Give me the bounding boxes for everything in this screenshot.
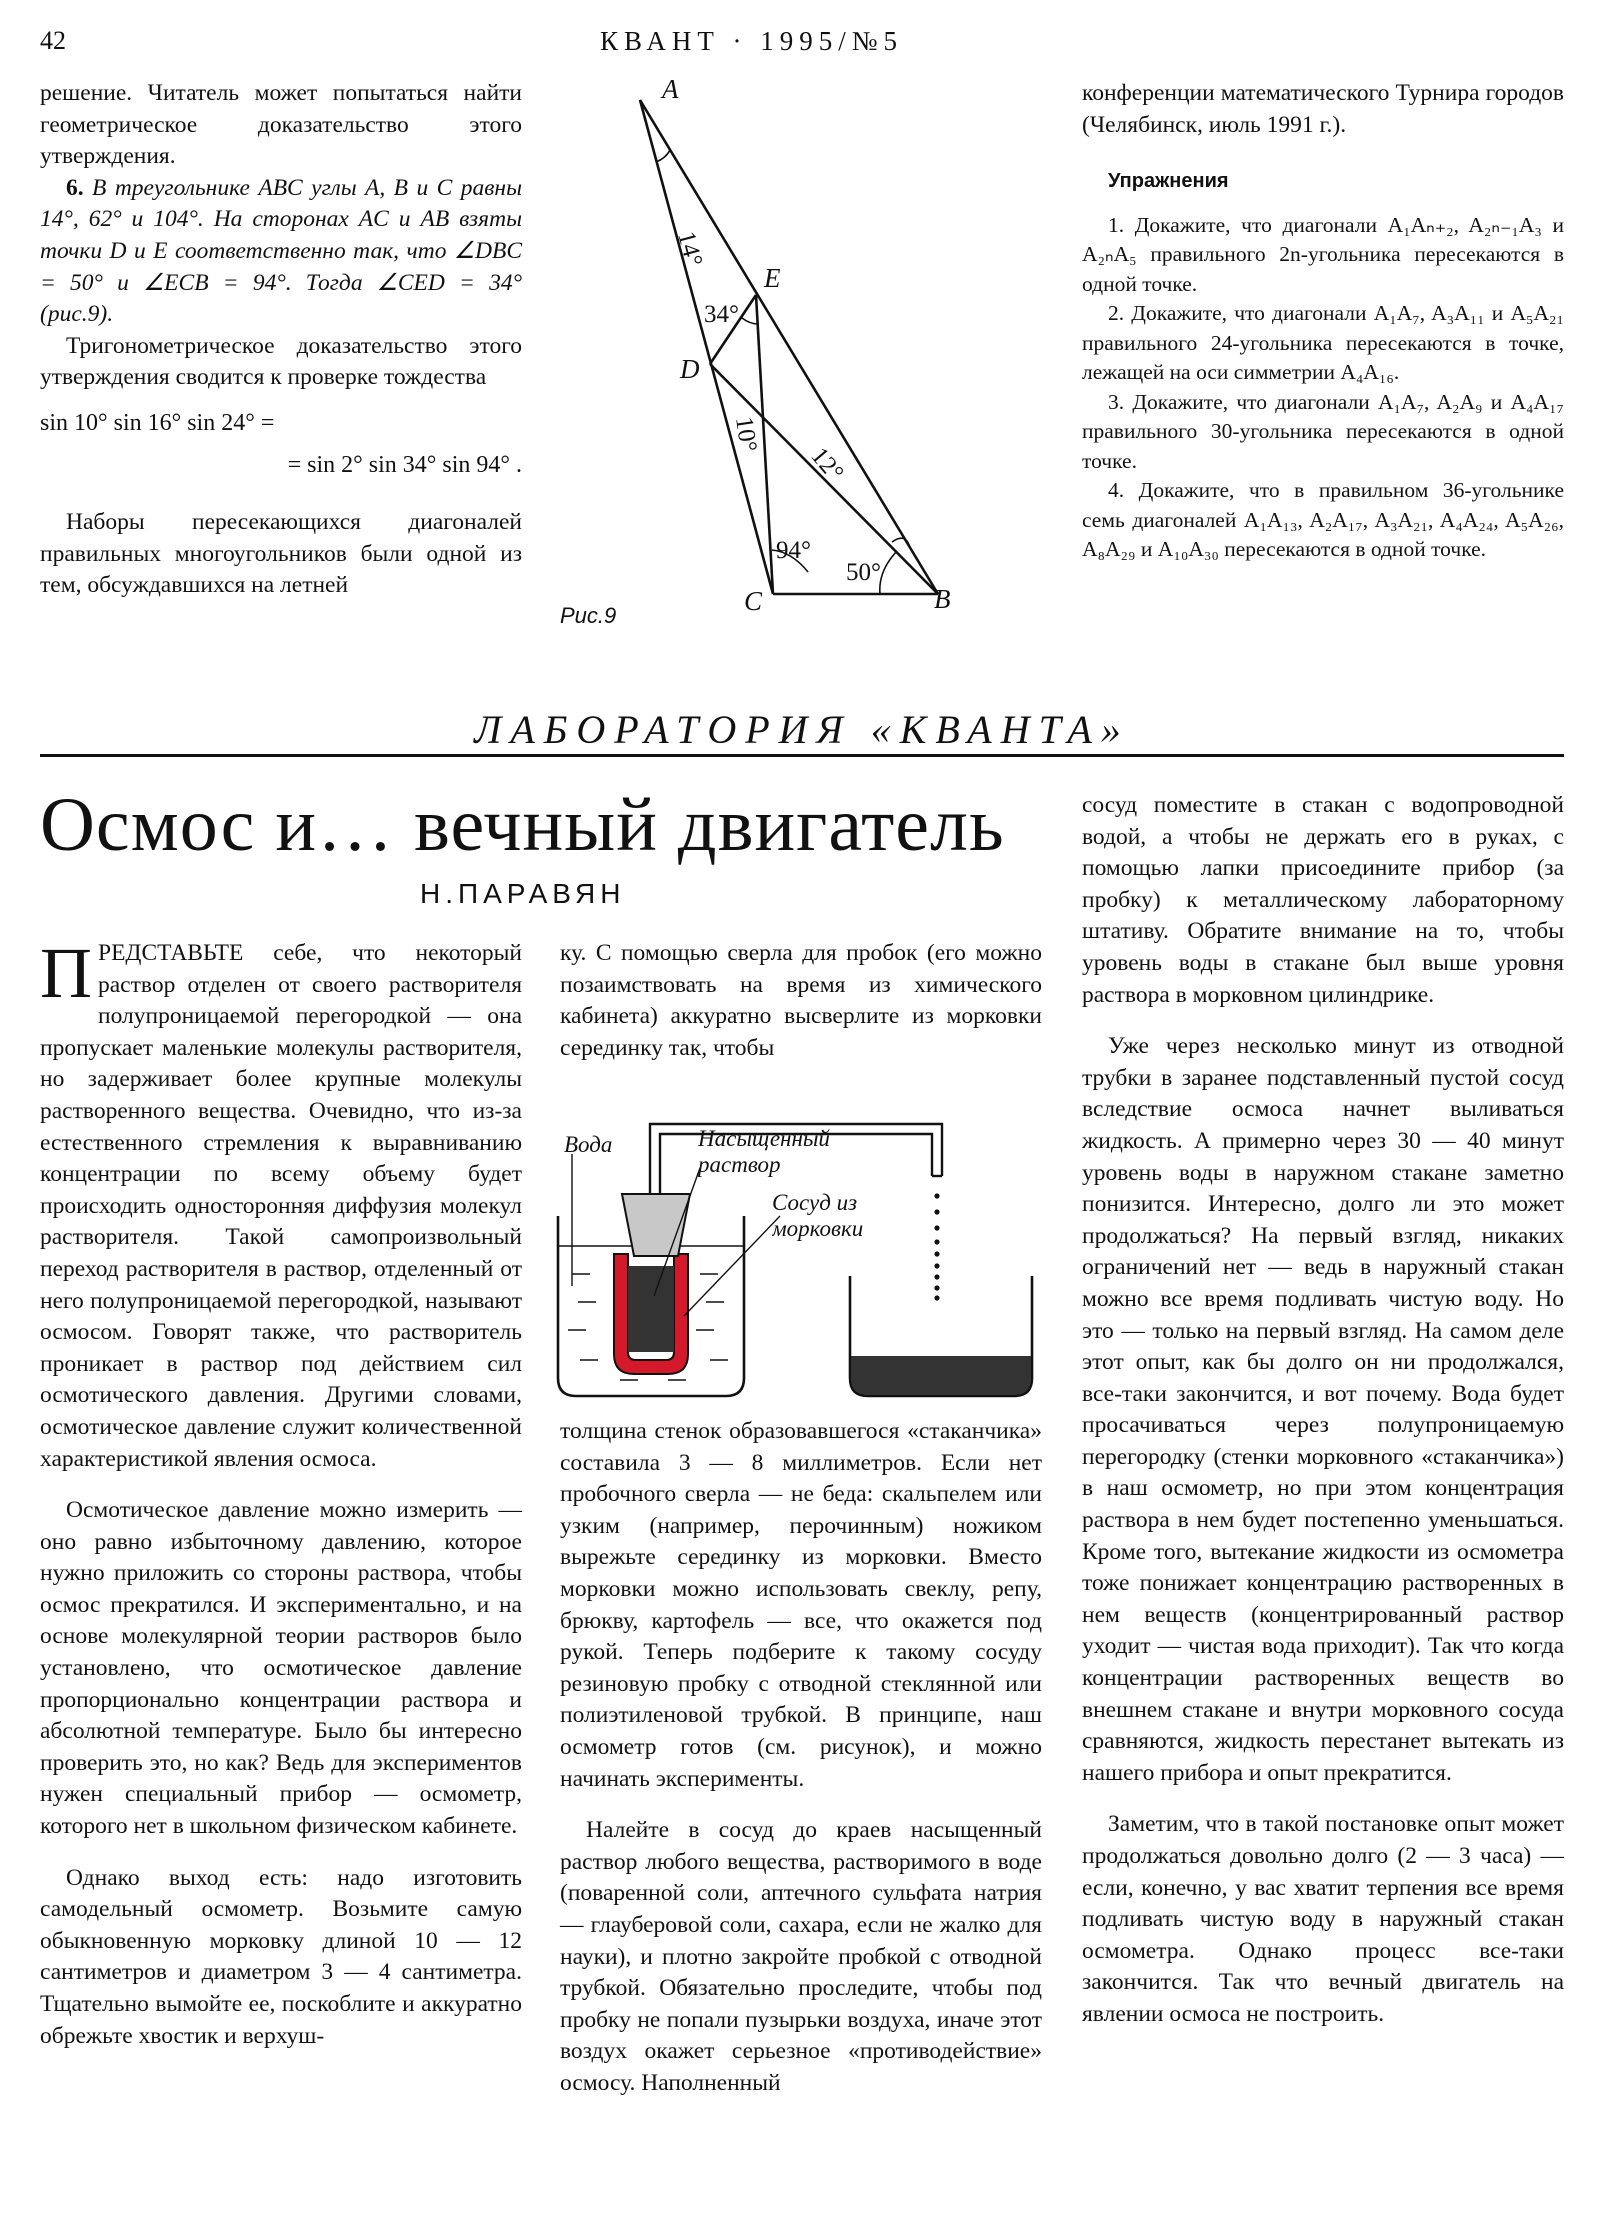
page-number: 42 [40,26,66,55]
angle-14: 14° [672,228,708,270]
side-ab [640,100,938,594]
top-c1-p4: Наборы пересекающихся диагоналей правильных многоугольников были одной из тем, обсуждавшихся на летней [40,509,522,599]
exercise-3: 3. Докажите, что диагонали A₁A₇, A₂A₉ и A₄A₁₇ правильного 30-угольника пересекаются в одной точке. [1082,389,1564,473]
article-c1-p1-text: РЕДСТАВЬТЕ себе, что некоторый раствор отделен от своего растворителя полупроницаемой перегородкой — она пропускает маленькие молекулы растворителя, но задерживает более крупные молекулы растворенного вещества. Очевидно, что из-за естественного стремления к выравниванию концентрации по всему объему будет происходить односторонняя диффузия молекул растворителя. Такой самопроизвольный переход растворителя в раствор, отделенный от него полупроницаемой перегородкой, называют осмосом. Говорят также, что растворитель проникает в раствор под действием сил осмотического давления. Другими словами, осмотическое давление служит количественной характеристикой явления осмоса. [40,940,522,1472]
angle-94: 94° [776,537,811,564]
article-column-2 [560,938,1042,1064]
exercise-4: 4. Докажите, что в правильном 36-угольнике семь диагоналей A₁A₁₃, A₂A₁₇, A₃A₂₁, A₄A₂₄, A₅A₂₆, A₈A₂₉ и A₁₀A₃₀ пересекаются в одной точке. [1082,478,1564,562]
angle-arc-a [656,150,670,162]
journal-header: КВАНТ · 1995/№5 [600,26,904,56]
article-column-3 [1082,790,1564,2031]
article-c3-p2: Уже через несколько минут из отводной трубки в заранее подставленный пустой сосуд вследствие осмоса начнет выливаться жидкость. А примерно через 30 — 40 минут уровень воды в наружном стакане заметно понизится. Интересно, долго ли это может продолжаться? На первый взгляд, никаких ограничений нет — ведь в наружный стакан можно все время подливать чистую воду. Но это — только на первый взгляд. На самом деле этот опыт, как бы долго он ни продолжался, все-таки закончится, и вот почему. Вода будет просачиваться через полупроницаемую перегородку (стенки морковного «стаканчика») в наш осмометр, но при этом концентрация раствора в нем будет постепенно уменьшаться. Кроме того, вытекание жидкости из осмометра тоже понижает концентрацию растворенных в нем веществ (концентрированный раствор уходит — чистая вода приходит). Так что когда концентрации растворенных веществ во внешнем стакане и внутри морковного сосуда сравняются, жидкость перестанет вытекать из нашего прибора и опыт прекратится. [1082,1033,1564,1786]
article-c2-p2: толщина стенок образовавшегося «стаканчика» составила 3 — 8 миллиметров. Если нет пробочного сверла — не беда: скальпелем или узким (например, перочинным) ножиком вырежьте серединку из морковки. Вместо морковки можно использовать свеклу, репу, брюкву, картофель — все, что окажется под рукой. Теперь подберите к такому сосуду резиновую пробку с отводной стеклянной или полиэтиленовой трубкой. В принципе, наш осмометр готов (см. рисунок), и можно начинать эксперименты. [560,1418,1042,1792]
drops [934,1193,939,1300]
angle-10: 10° [730,415,762,454]
figure-9-triangle [540,62,1100,622]
top-c3-p1: конференции математического Турнира городов (Челябинск, июль 1991 г.). [1082,80,1564,138]
top-column-1 [40,78,522,602]
article-c1-p2: Осмотическое давление можно измерить — оно равно избыточному давлению, которое нужно приложить со стороны раствора, чтобы осмос прекратился. И экспериментально, и на основе молекулярной теории растворов было установлено, что осмотическое давление пропорционально концентрации раствора и абсолютной температуре. Было бы интересно проверить это, но как? Ведь для экспериментов нужен специальный прибор — осмометр, которого нет в школьном физическом кабинете. [40,1497,522,1840]
label-c: C [744,586,763,616]
problem-6-text: В треугольнике ABC углы A, B и C равны 14°, 62° и 104°. На сторонах AC и AB взяты точки D и E соответственно так, что ∠DBC = 50° и ∠ECB = 94°. Тогда ∠CED = 34° (рис.9). [40,174,522,328]
collected-liquid [851,1356,1031,1395]
identity-line-2: = sin 2° sin 34° sin 94° . [287,451,522,478]
article-c1-p3: Однако выход есть: надо изготовить самодельный осмометр. Возьмите самую обыкновенную морковку длиной 10 — 12 сантиметров и диаметром 3 — 4 сантиметра. Тщательно вымойте ее, поскоблите и аккуратно обрежьте хвостик и верхуш- [40,1864,522,2049]
angle-arc-b [880,552,896,594]
osmometer-figure [550,1116,1110,1416]
article-c2-p1: ку. С помощью сверла для пробок (его можно позаимствовать на время из химического кабинета) аккуратно высверлите из морковки серединку так, чтобы [560,940,1042,1061]
article-c3-p3: Заметим, что в такой постановке опыт может продолжаться довольно долго (2 — 3 часа) — если, конечно, у вас хватит терпения все время подливать чистую воду в наружный стакан осмометра. Однако процесс все-таки закончится. Так что вечный двигатель на явлении осмоса не построить. [1082,1811,1564,2027]
drop-cap: П [40,933,92,1013]
top-c1-p1: решение. Читатель может попытаться найти геометрическое доказательство этого утверждения. [40,80,522,170]
angle-34: 34° [704,301,739,328]
exercises-title: Упражнения [1108,170,1229,193]
figure-9-caption: Рис.9 [560,603,617,628]
article-c3-p1: сосуд поместите в стакан с водопроводной водой, а чтобы не держать его в руках, с помощью лапки присоедините прибор (за пробку) к металлическому лабораторному штативу. Обратите внимание на то, чтобы уровень воды в стакане был выше уровня раствора в морковном цилиндрике. [1082,792,1564,1008]
angle-12: 12° [805,442,849,487]
side-ac [640,100,773,594]
label-a: A [662,74,679,104]
saturated-solution [628,1266,674,1352]
angle-arc-e [742,318,758,324]
label-d: D [680,354,700,384]
article-author: Н.ПАРАВЯН [420,878,626,909]
problem-6 [40,173,522,331]
top-c1-p3: Тригонометрическое доказательство этого утверждения сводится к проверке тождества [40,332,522,391]
label-water: Вода [564,1132,613,1157]
label-b: B [934,584,951,614]
label-saturated-solution: Насыщенный раствор [698,1126,830,1177]
exercise-1: 1. Докажите, что диагонали A₁Aₙ₊₂, A₂ₙ₋₁A₃ и A₂ₙA₅ правильного 2n-угольника пересекаются в одной точке. [1082,212,1564,296]
angle-50: 50° [846,559,881,586]
identity-line-1: sin 10° sin 16° sin 24° = [40,409,275,436]
article-title: Осмос и… вечный двигатель [40,783,1005,867]
exercise-2: 2. Докажите, что диагонали A₁A₇, A₃A₁₁ и A₅A₂₁ правильного 24-угольника пересекаются в точке, лежащей на оси симметрии A₄A₁₆. [1082,301,1564,385]
section-rubric: ЛАБОРАТОРИЯ «КВАНТА» [474,707,1130,752]
top-column-3 [1082,78,1564,565]
problem-6-number: 6. [66,174,84,201]
article-column-1 [40,933,522,2052]
article-column-2b [560,1416,1042,2099]
section-rule [40,754,1564,757]
article-c1-p1 [40,933,522,1475]
label-carrot-vessel: Сосуд из морковки [772,1190,864,1241]
article-c2-p3: Налейте в сосуд до краев насыщенный раствор любого вещества, растворимого в воде (поваренной соли, аптечного сульфата натрия — глауберовой соли, сахара, если не жалко для науки), и плотно закройте пробкой с отводной трубкой. Обязательно проследите, чтобы под пробку не попали пузырьки воздуха, иначе этот воздух окажет серьезное «противодействие» осмосу. Наполненный [560,1817,1042,2096]
label-e: E [764,263,781,293]
